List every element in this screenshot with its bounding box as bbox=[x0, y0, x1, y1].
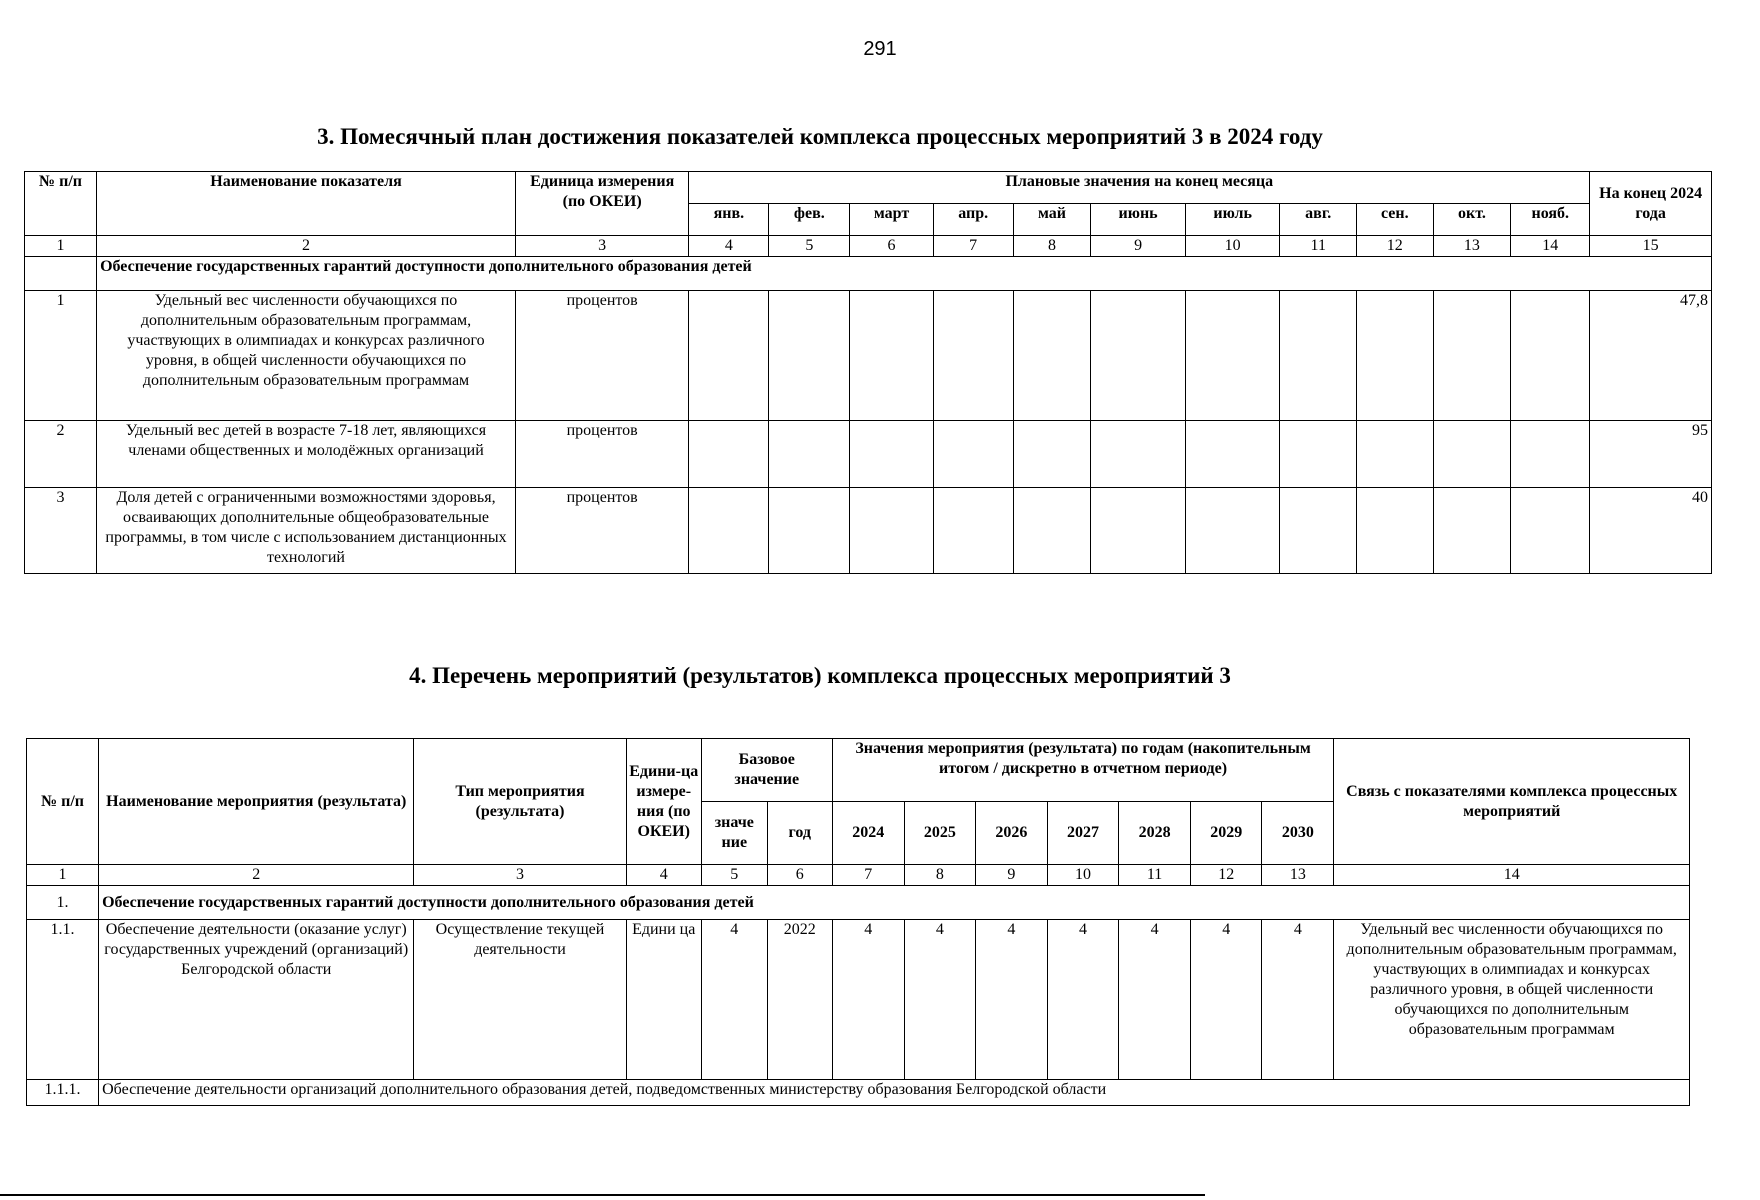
linked-indicator: Удельный вес численности обучающихся по дополнительным образовательным программам, участвующих в олимпиадах и конкурсах различного уровня, в общей численности обучающихся по дополнительным образовательным программам bbox=[1334, 920, 1690, 1080]
col-number: 7 bbox=[933, 236, 1013, 257]
row-num: 2 bbox=[25, 421, 97, 488]
year-value: 4 bbox=[1119, 920, 1191, 1080]
col-number: 8 bbox=[904, 865, 975, 886]
table-row bbox=[25, 488, 1712, 574]
col-number: 6 bbox=[767, 865, 832, 886]
header-month: окт. bbox=[1433, 204, 1511, 236]
column-number-row bbox=[27, 865, 1690, 886]
year-value: 4 bbox=[1262, 920, 1334, 1080]
indicator-name: Удельный вес численности обучающихся по дополнительным образовательным программам, участвующих в олимпиадах и конкурсах различного уровня, в общей численности обучающихся по дополнительным образовательным программам bbox=[97, 291, 516, 421]
table-row bbox=[25, 421, 1712, 488]
base-year: 2022 bbox=[767, 920, 832, 1080]
subrow bbox=[27, 1080, 1690, 1106]
indicator-name: Удельный вес детей в возрасте 7-18 лет, являющихся членами общественных и молодёжных организаций bbox=[97, 421, 516, 488]
table-row bbox=[27, 920, 1690, 1080]
header-month: апр. bbox=[933, 204, 1013, 236]
row-num: 3 bbox=[25, 488, 97, 574]
header-month: июль bbox=[1185, 204, 1280, 236]
col-number: 10 bbox=[1185, 236, 1280, 257]
group-title: Обеспечение государственных гарантий доступности дополнительного образования детей bbox=[97, 257, 1712, 291]
indicator-unit: процентов bbox=[515, 291, 688, 421]
section4-title: 4. Перечень мероприятий (результатов) комплекса процессных мероприятий 3 bbox=[409, 663, 1231, 688]
base-value: 4 bbox=[701, 920, 767, 1080]
header-month: нояб. bbox=[1511, 204, 1590, 236]
header-year: 2028 bbox=[1119, 802, 1191, 865]
header-planned-values: Плановые значения на конец месяца bbox=[689, 172, 1590, 204]
header-link: Связь с показателями комплекса процессных мероприятий bbox=[1334, 739, 1690, 865]
group-title: Обеспечение государственных гарантий доступности дополнительного образования детей bbox=[99, 886, 1690, 920]
col-number: 1 bbox=[25, 236, 97, 257]
col-number: 9 bbox=[975, 865, 1047, 886]
col-number: 8 bbox=[1013, 236, 1091, 257]
col-number: 4 bbox=[626, 865, 701, 886]
header-year: 2025 bbox=[904, 802, 975, 865]
header-unit: Едини-ца измере-ния (по ОКЕИ) bbox=[626, 739, 701, 865]
col-number: 15 bbox=[1590, 236, 1712, 257]
year-value: 4 bbox=[975, 920, 1047, 1080]
col-number: 3 bbox=[414, 865, 626, 886]
col-number: 14 bbox=[1511, 236, 1590, 257]
header-activity-type: Тип мероприятия (результата) bbox=[414, 739, 626, 865]
row-num: 1.1. bbox=[27, 920, 99, 1080]
footer-divider bbox=[0, 1194, 1205, 1196]
col-number: 7 bbox=[832, 865, 904, 886]
col-number: 12 bbox=[1357, 236, 1434, 257]
header-year-end: На конец 2024 года bbox=[1590, 172, 1712, 236]
indicator-name: Доля детей с ограниченными возможностями здоровья, осваивающих дополнительные общеобразовательные программы, в том числе с использованием дистанционных технологий bbox=[97, 488, 516, 574]
col-number: 14 bbox=[1334, 865, 1690, 886]
table-row bbox=[25, 291, 1712, 421]
indicator-unit: процентов bbox=[515, 421, 688, 488]
col-number: 13 bbox=[1262, 865, 1334, 886]
col-number: 5 bbox=[769, 236, 850, 257]
header-values-by-year: Значения мероприятия (результата) по годам (накопительным итогом / дискретно в отчетном периоде) bbox=[832, 739, 1334, 802]
header-month: фев. bbox=[769, 204, 850, 236]
monthly-plan-table bbox=[24, 171, 1712, 574]
row-num: 1 bbox=[25, 291, 97, 421]
col-number: 2 bbox=[99, 865, 414, 886]
section3-title: 3. Помесячный план достижения показателей комплекса процессных мероприятий 3 в 2024 году bbox=[317, 124, 1323, 149]
subrow-text: Обеспечение деятельности организаций дополнительного образования детей, подведомственных министерству образования Белгородской области bbox=[99, 1080, 1690, 1106]
header-num: № п/п bbox=[25, 172, 97, 236]
header-year: 2027 bbox=[1047, 802, 1118, 865]
col-number: 3 bbox=[515, 236, 688, 257]
col-number: 6 bbox=[850, 236, 933, 257]
header-month: авг. bbox=[1280, 204, 1357, 236]
group-row bbox=[27, 886, 1690, 920]
header-year: 2030 bbox=[1262, 802, 1334, 865]
header-base-value: Базовое значение bbox=[701, 739, 832, 802]
page-number: 291 bbox=[863, 38, 897, 60]
header-num: № п/п bbox=[27, 739, 99, 865]
header-year: 2026 bbox=[975, 802, 1047, 865]
column-number-row bbox=[25, 236, 1712, 257]
year-end-value: 40 bbox=[1590, 488, 1712, 574]
activity-unit: Едини ца bbox=[626, 920, 701, 1080]
col-number: 12 bbox=[1191, 865, 1262, 886]
header-month: сен. bbox=[1357, 204, 1434, 236]
header-year: 2024 bbox=[832, 802, 904, 865]
col-number: 10 bbox=[1047, 865, 1118, 886]
header-base-year: год bbox=[767, 802, 832, 865]
year-end-value: 95 bbox=[1590, 421, 1712, 488]
activity-type: Осуществление текущей деятельности bbox=[414, 920, 626, 1080]
col-number: 11 bbox=[1119, 865, 1191, 886]
subrow-num: 1.1.1. bbox=[27, 1080, 99, 1106]
header-unit: Единица измерения (по ОКЕИ) bbox=[515, 172, 688, 236]
col-number: 9 bbox=[1091, 236, 1186, 257]
col-number: 1 bbox=[27, 865, 99, 886]
group-row bbox=[25, 257, 1712, 291]
group-num: 1. bbox=[27, 886, 99, 920]
year-value: 4 bbox=[904, 920, 975, 1080]
col-number: 5 bbox=[701, 865, 767, 886]
header-month: май bbox=[1013, 204, 1091, 236]
col-number: 13 bbox=[1433, 236, 1511, 257]
year-end-value: 47,8 bbox=[1590, 291, 1712, 421]
year-value: 4 bbox=[1047, 920, 1118, 1080]
indicator-unit: процентов bbox=[515, 488, 688, 574]
year-value: 4 bbox=[1191, 920, 1262, 1080]
header-base-val: значе ние bbox=[701, 802, 767, 865]
header-activity-name: Наименование мероприятия (результата) bbox=[99, 739, 414, 865]
header-month: янв. bbox=[689, 204, 769, 236]
activities-table bbox=[26, 738, 1690, 1106]
header-year: 2029 bbox=[1191, 802, 1262, 865]
header-month: март bbox=[850, 204, 933, 236]
year-value: 4 bbox=[832, 920, 904, 1080]
col-number: 11 bbox=[1280, 236, 1357, 257]
col-number: 2 bbox=[97, 236, 516, 257]
activity-name: Обеспечение деятельности (оказание услуг) государственных учреждений (организаций) Белгородской области bbox=[99, 920, 414, 1080]
header-month: июнь bbox=[1091, 204, 1186, 236]
header-indicator-name: Наименование показателя bbox=[97, 172, 516, 236]
col-number: 4 bbox=[689, 236, 769, 257]
